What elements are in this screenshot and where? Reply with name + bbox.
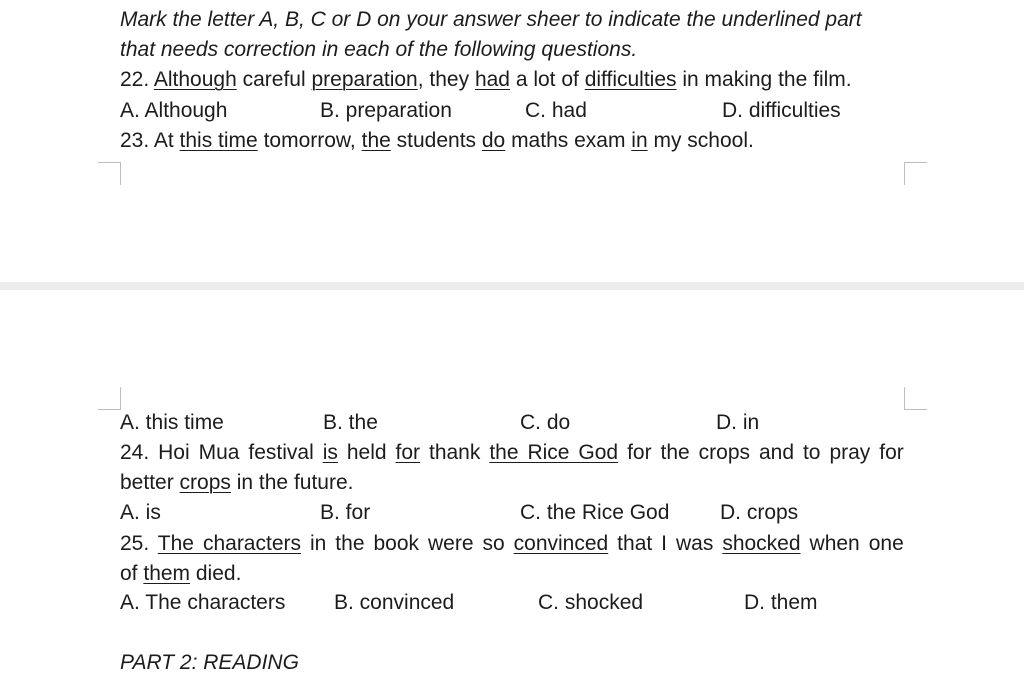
underlined-part-c: had [474,68,510,91]
q22-option-c: C. had [525,99,587,122]
question-text: thank [420,441,490,464]
question-text: careful [236,68,312,91]
q25-option-a: A. The characters [120,591,286,614]
instruction-line-2: that needs correction in each of the following questions. [120,38,638,61]
question-text: in making the film. [676,68,852,91]
question-25-line-2 [120,562,241,586]
question-text: a lot of [509,68,585,91]
question-text: in the book were so [301,532,514,555]
underlined-part-b: for [395,441,421,464]
page-corner-mark [904,162,927,185]
q23-option-a: A. this time [120,411,224,434]
underlined-part-c: the Rice God [489,441,619,464]
underlined-part-a: this time [179,129,258,152]
question-text: for the crops and to pray for [618,441,904,464]
page-corner-mark [98,162,121,185]
question-text: that I was [608,532,723,555]
question-number: 23. At [120,129,180,152]
question-24 [120,441,904,465]
underlined-part-c: shocked [722,532,801,555]
question-number: 25. [120,532,158,555]
question-23 [120,129,754,153]
question-number: 24. Hoi Mua festival [120,441,323,464]
q22-option-d: D. difficulties [722,99,841,122]
question-text: my school. [647,129,754,152]
underlined-part-a: Although [153,68,237,91]
question-text: when one [800,532,904,555]
underlined-part-d: them [143,562,191,585]
underlined-part-d: crops [179,471,231,494]
q23-option-d: D. in [716,411,760,434]
q25-option-c: C. shocked [538,591,644,614]
question-25 [120,532,904,556]
underlined-part-d: difficulties [584,68,677,91]
question-text: of [120,562,144,585]
section-heading: PART 2: READING [120,651,299,674]
underlined-part-b: convinced [513,532,609,555]
question-text: students [390,129,482,152]
underlined-part-b: the [361,129,391,152]
underlined-part-a: The characters [157,532,301,555]
question-24-line-2 [120,471,353,495]
q22-option-b: B. preparation [320,99,452,122]
underlined-part-b: preparation [311,68,418,91]
question-number: 22. [120,68,154,91]
q24-option-a: A. is [120,501,161,524]
q23-option-b: B. the [323,411,378,434]
instruction-line-1: Mark the letter A, B, C or D on your answer sheer to indicate the underlined part [120,8,862,31]
q24-option-c: C. the Rice God [520,501,670,524]
question-text: maths exam [505,129,632,152]
q24-option-b: B. for [320,501,371,524]
q23-option-c: C. do [520,411,571,434]
underlined-part-c: do [481,129,506,152]
page-break [0,282,1024,290]
question-text: tomorrow, [257,129,362,152]
q25-option-b: B. convinced [334,591,455,614]
question-text: died. [190,562,242,585]
q25-option-d: D. them [744,591,818,614]
question-text: better [120,471,180,494]
q22-option-a: A. Although [120,99,228,122]
page-corner-mark [904,387,927,410]
question-text: held [337,441,396,464]
question-text: , they [417,68,475,91]
question-text: in the future. [230,471,354,494]
q24-option-d: D. crops [720,501,799,524]
page-corner-mark [98,387,121,410]
question-22 [120,68,852,92]
underlined-part-d: in [631,129,648,152]
underlined-part-a: is [322,441,338,464]
